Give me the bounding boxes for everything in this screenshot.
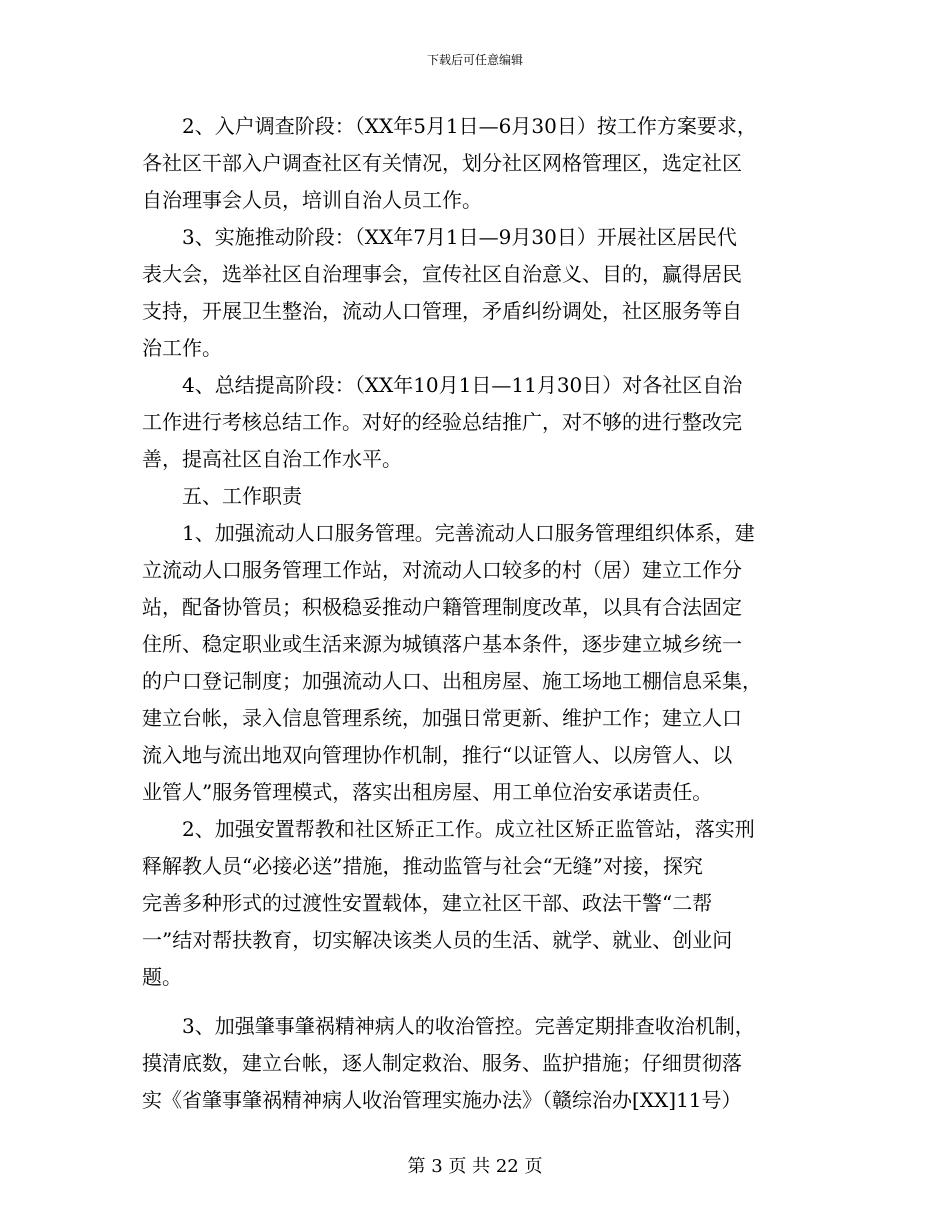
text-line: 实《省肇事肇祸精神病人收治管理实施办法》（赣综治办[XX]11号） — [142, 1088, 742, 1112]
text-line: 的户口登记制度；加强流动人口、出租房屋、施工场地工棚信息采集， — [142, 669, 762, 693]
text-line: 善，提高社区自治工作水平。 — [142, 447, 402, 471]
paragraph-gap — [142, 996, 842, 1008]
text-line: 题。 — [142, 965, 182, 989]
page-number: 第 3 页 共 22 页 — [407, 1156, 543, 1177]
text-line: 支持，开展卫生整治，流动人口管理，矛盾纠纷调处，社区服务等自 — [142, 299, 742, 323]
section-heading: 五、工作职责 — [182, 484, 302, 508]
text-line: 完善多种形式的过渡性安置载体，建立社区干部、政法干警“二帮 — [142, 891, 713, 915]
page-header-note: 下载后可任意编辑 — [426, 53, 523, 67]
text-line: 2、入户调查阶段：（XX年5月1日—6月30日）按工作方案要求， — [182, 114, 757, 138]
text-line: 1、加强流动人口服务管理。完善流动人口服务管理组织体系，建 — [182, 521, 755, 545]
text-line: 表大会，选举社区自治理事会，宣传社区自治意义、目的，赢得居民 — [142, 262, 742, 286]
text-line: 自治理事会人员，培训自治人员工作。 — [142, 188, 482, 212]
text-line: 建立台帐，录入信息管理系统，加强日常更新、维护工作；建立人口 — [142, 706, 742, 730]
text-line: 站，配备协管员；积极稳妥推动户籍管理制度改革，以具有合法固定 — [142, 595, 742, 619]
text-line: 3、加强肇事肇祸精神病人的收治管控。完善定期排查收治机制， — [182, 1014, 755, 1038]
text-line: 住所、稳定职业或生活来源为城镇落户基本条件，逐步建立城乡统一 — [142, 632, 742, 656]
document-body — [142, 108, 842, 1119]
text-line: 工作进行考核总结工作。对好的经验总结推广，对不够的进行整改完 — [142, 410, 742, 434]
text-line: 各社区干部入户调查社区有关情况，划分社区网格管理区，选定社区 — [142, 151, 742, 175]
text-line: 2、加强安置帮教和社区矫正工作。成立社区矫正监管站，落实刑 — [182, 817, 755, 841]
text-line: 一”结对帮扶教育，切实解决该类人员的生活、就学、就业、创业问 — [142, 928, 733, 952]
text-line: 3、实施推动阶段：（XX年7月1日—9月30日）开展社区居民代 — [182, 225, 737, 249]
text-line: 流入地与流出地双向管理协作机制，推行“以证管人、以房管人、以 — [142, 743, 733, 767]
text-line: 立流动人口服务管理工作站，对流动人口较多的村（居）建立工作分 — [142, 558, 742, 582]
text-line: 业管人”服务管理模式，落实出租房屋、用工单位治安承诺责任。 — [142, 780, 713, 804]
text-line: 4、总结提高阶段：（XX年10月1日—11月30日）对各社区自治 — [182, 373, 743, 397]
text-line: 治工作。 — [142, 336, 222, 360]
text-line: 摸清底数，建立台帐，逐人制定救治、服务、监护措施；仔细贯彻落 — [142, 1051, 742, 1075]
text-line: 释解教人员“必接必送”措施，推动监管与社会“无缝”对接，探究 — [142, 854, 703, 878]
